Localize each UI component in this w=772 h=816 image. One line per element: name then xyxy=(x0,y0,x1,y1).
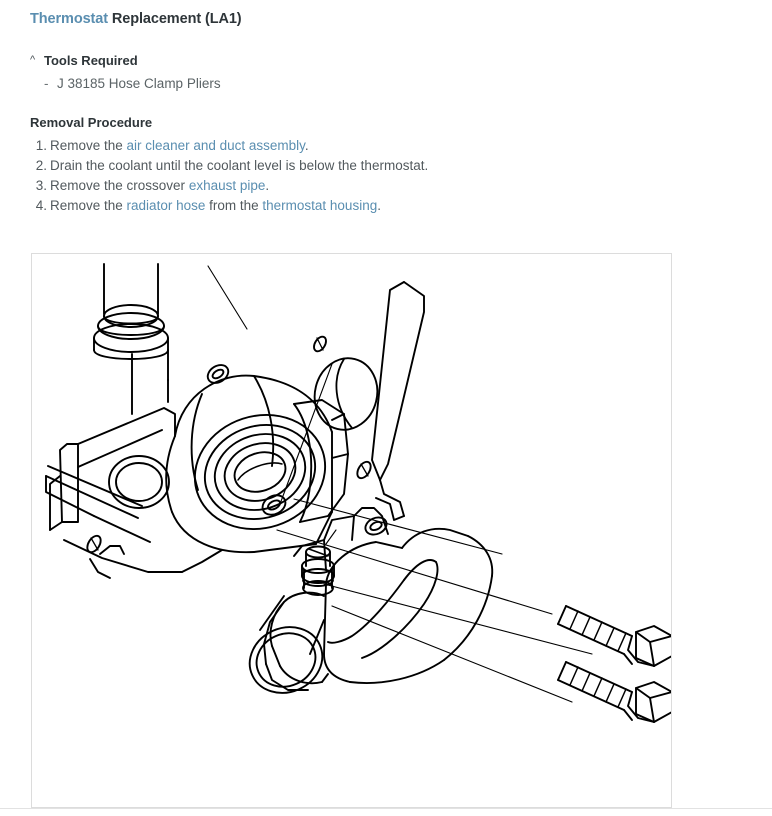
step-link[interactable]: thermostat housing xyxy=(262,198,378,213)
procedure-step xyxy=(30,156,428,176)
dash-bullet-icon: - xyxy=(44,76,49,91)
step-text: Remove the xyxy=(50,198,127,213)
step-text: . xyxy=(304,138,309,153)
thermostat-housing-neck xyxy=(239,593,333,705)
tools-required-section xyxy=(30,53,221,92)
step-text: from the xyxy=(205,198,263,213)
page-bottom-divider xyxy=(0,808,772,809)
removal-procedure-heading: Removal Procedure xyxy=(30,115,153,130)
step-text: Drain the coolant until the coolant level is below the thermostat. xyxy=(50,158,429,173)
title-link-thermostat[interactable]: Thermostat xyxy=(30,11,108,27)
thermostat-bore-rings xyxy=(180,398,340,545)
housing-bolt-holes xyxy=(204,361,288,518)
step-text: . xyxy=(377,198,381,213)
caret-up-icon: ^ xyxy=(30,54,36,66)
procedure-step xyxy=(30,136,428,156)
removal-procedure-section xyxy=(30,114,428,216)
step-number: 4. xyxy=(35,198,47,213)
procedure-step xyxy=(30,176,428,196)
procedure-step xyxy=(30,196,428,216)
step-number: 3. xyxy=(35,178,47,193)
tool-name: J 38185 Hose Clamp Pliers xyxy=(57,76,221,91)
bracket-strip xyxy=(372,282,424,520)
procedure-step-list xyxy=(30,136,428,216)
coolant-tube-boss xyxy=(94,264,168,414)
tools-required-heading xyxy=(30,53,221,69)
step-link[interactable]: air cleaner and duct assembly xyxy=(126,138,305,153)
tools-required-label: Tools Required xyxy=(44,53,138,68)
step-link[interactable]: radiator hose xyxy=(126,198,206,213)
step-number: 2. xyxy=(35,158,47,173)
flange-bolt-lower xyxy=(558,662,672,722)
step-text: Remove the xyxy=(50,138,127,153)
engine-block-body xyxy=(46,408,222,578)
page-title xyxy=(30,11,242,27)
step-number: 1. xyxy=(35,138,47,153)
step-text: Remove the crossover xyxy=(50,178,189,193)
title-remainder: Replacement (LA1) xyxy=(107,11,242,27)
flange-bolt-upper xyxy=(558,606,672,666)
thermostat-assembly-diagram xyxy=(32,254,672,808)
step-text: . xyxy=(265,178,270,193)
step-link[interactable]: exhaust pipe xyxy=(188,178,266,193)
gasket-oval-face xyxy=(307,352,385,437)
coolant-port-circle xyxy=(109,456,169,508)
figure-panel[interactable] xyxy=(31,253,672,808)
tool-list-item xyxy=(30,76,221,92)
